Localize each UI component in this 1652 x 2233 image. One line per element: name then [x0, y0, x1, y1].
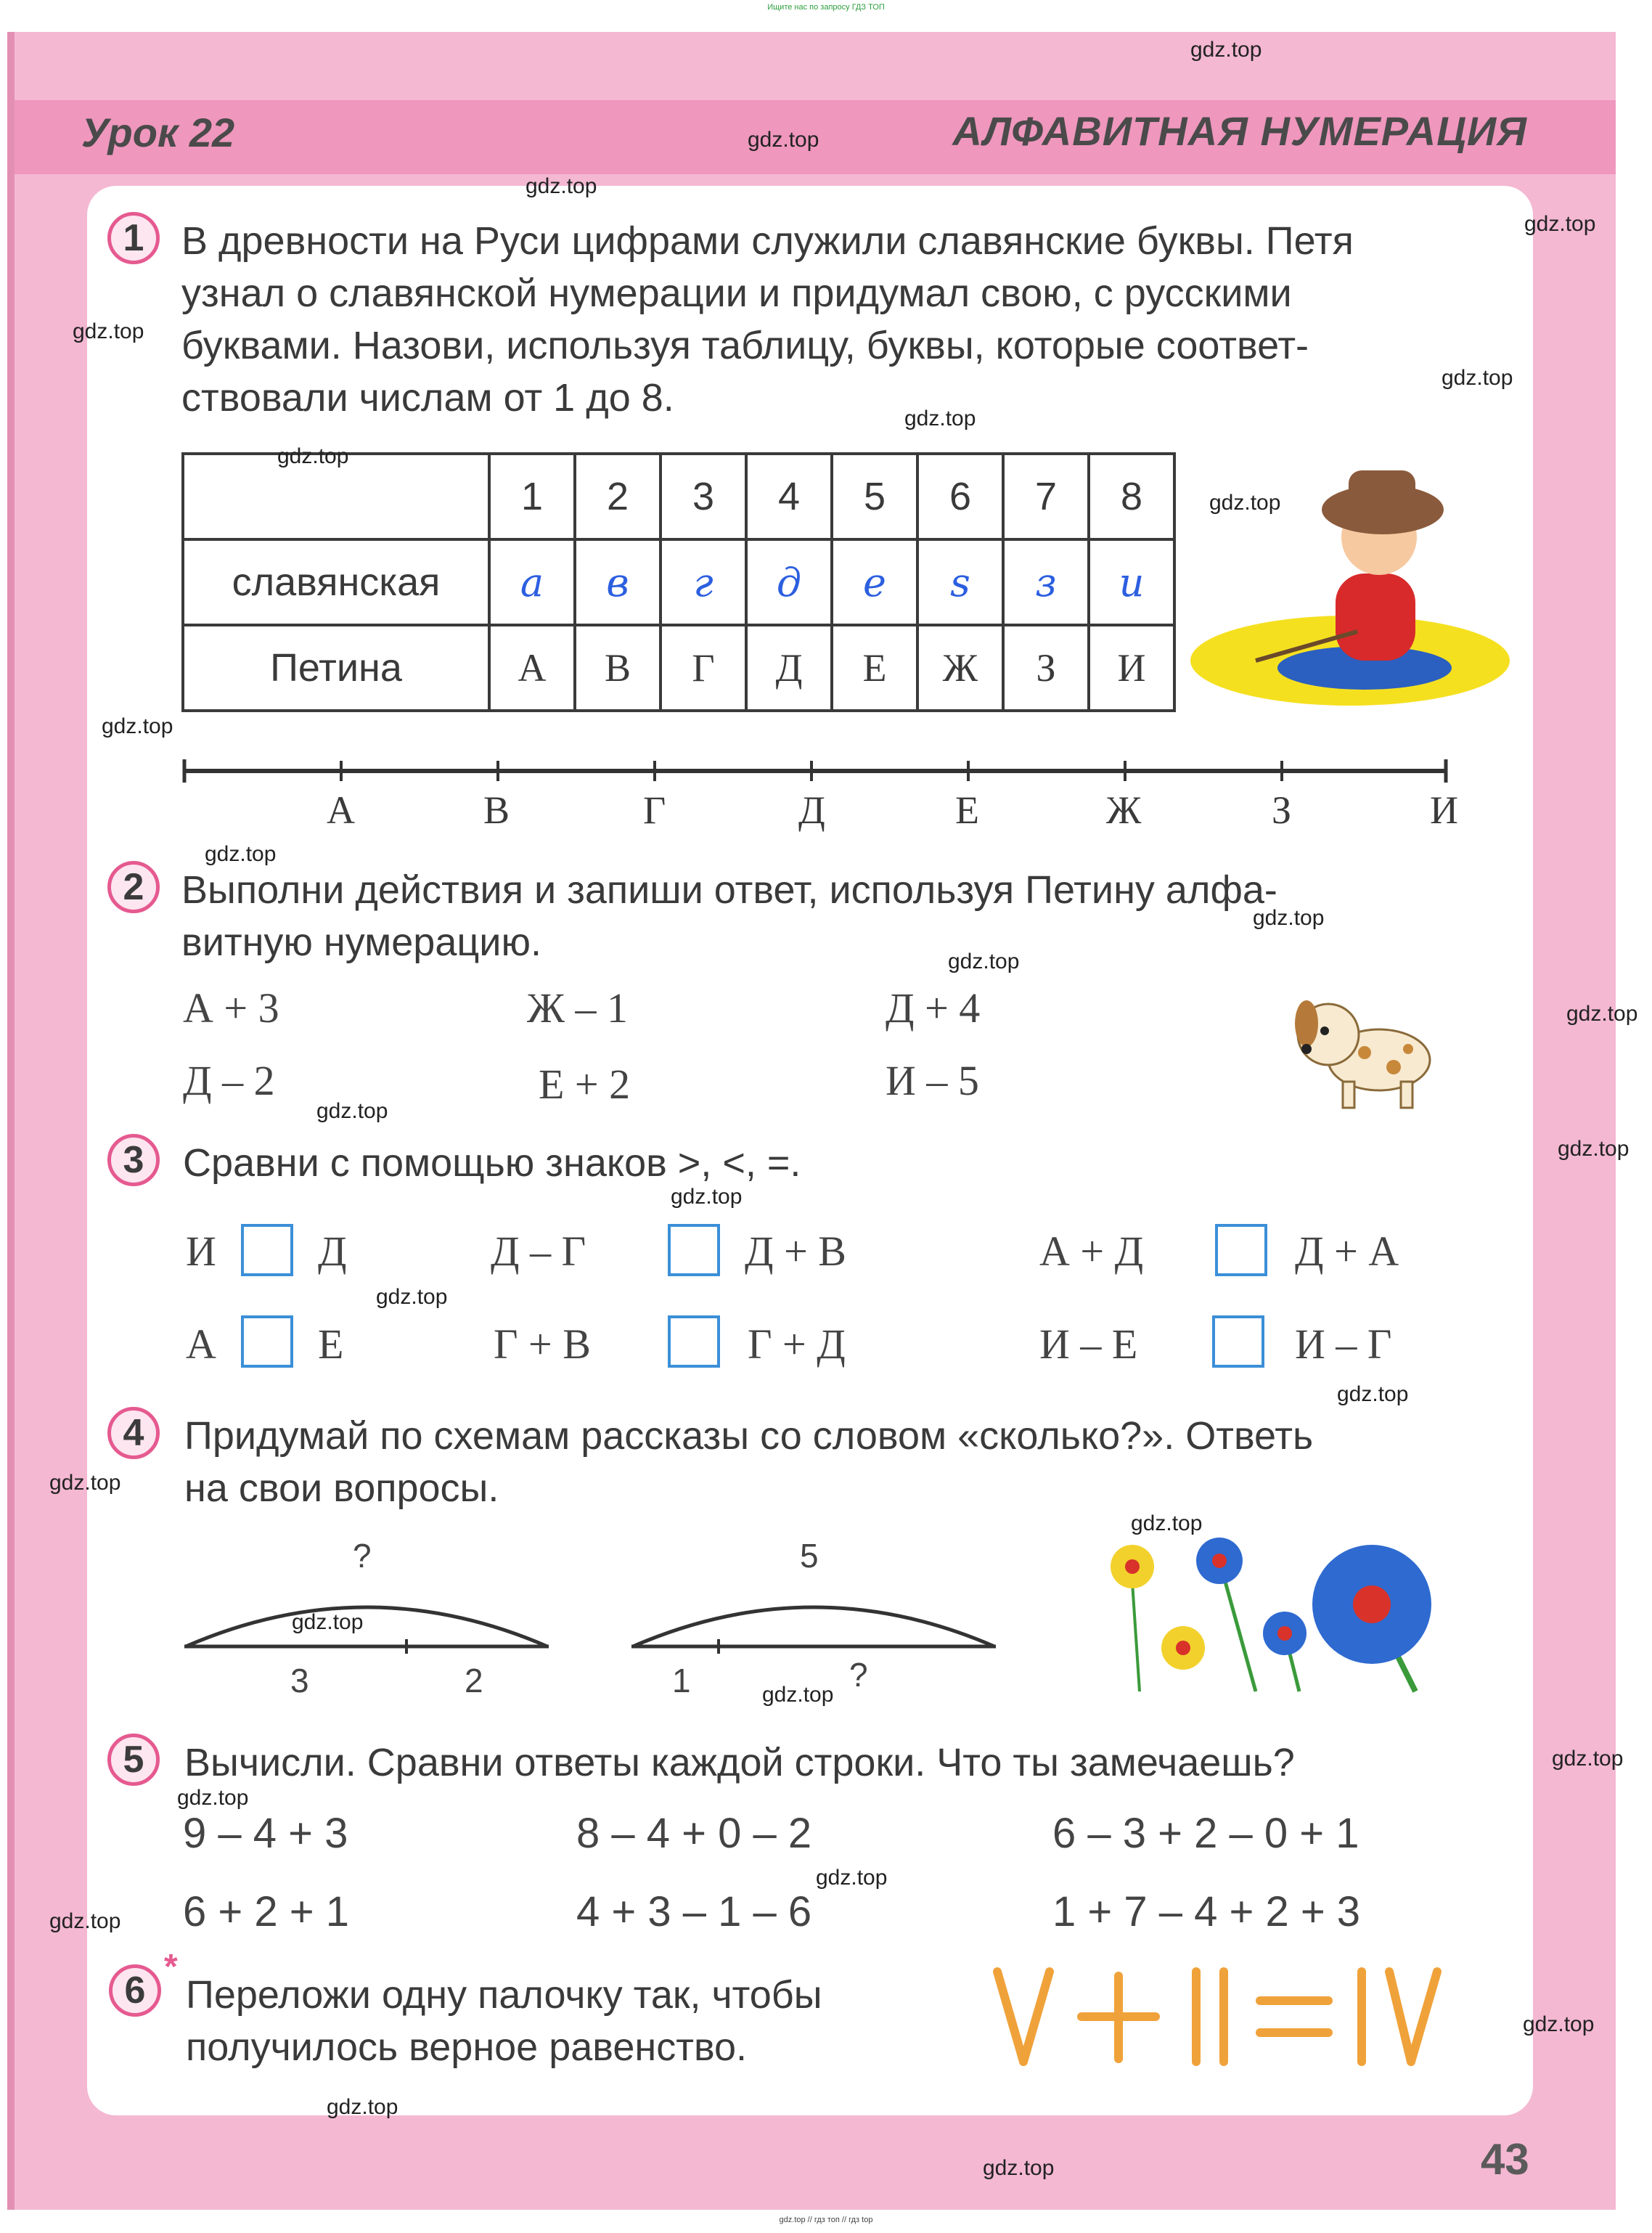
compare-right: Д	[318, 1228, 347, 1275]
task2-expression: Ж – 1	[527, 984, 628, 1032]
petya-letter: В	[575, 625, 661, 711]
slavic-letter: а	[489, 539, 575, 625]
watermark: gdz.top	[73, 319, 144, 343]
compare-left: И – Е	[1039, 1320, 1138, 1368]
slavic-letter: г	[661, 539, 746, 625]
slavic-letter: ѕ	[917, 539, 1003, 625]
compare-right: Д + В	[745, 1228, 846, 1275]
scheme1-part: 2	[465, 1662, 483, 1699]
watermark: gdz.top	[1190, 38, 1262, 62]
task2-expression: Д + 4	[886, 984, 981, 1032]
petya-letter: З	[1003, 625, 1089, 711]
task-number-2: 2	[107, 861, 160, 913]
challenge-star: *	[164, 1948, 178, 1986]
matchstick-puzzle	[987, 1960, 1452, 2076]
watermark: gdz.top	[526, 174, 597, 198]
row-label-petya: Петина	[183, 625, 489, 711]
task5-text: Вычисли. Сравни ответы каждой строки. Что ты замечаешь?	[184, 1741, 1295, 1784]
watermark: gdz.top	[762, 1683, 834, 1707]
task-number-1: 1	[107, 212, 160, 264]
task4-line: Придумай по схемам рассказы со словом «сколько?». Ответь	[184, 1414, 1314, 1458]
scheme2-total: 5	[800, 1537, 819, 1575]
watermark: gdz.top	[292, 1610, 364, 1634]
task2-line: Выполни действия и запиши ответ, используя Петину алфа-	[181, 868, 1277, 912]
compare-right: Д + А	[1295, 1228, 1399, 1275]
watermark: gdz.top	[1131, 1511, 1203, 1535]
compare-left: А	[186, 1320, 216, 1368]
compare-box[interactable]	[668, 1315, 720, 1368]
watermark: gdz.top	[948, 950, 1020, 973]
task1-line: ствовали числам от 1 до 8.	[181, 376, 674, 420]
table-number: 7	[1003, 454, 1089, 539]
slavic-letter: в	[575, 539, 661, 625]
watermark: gdz.top	[1337, 1382, 1409, 1406]
watermark: gdz.top	[1253, 906, 1325, 930]
slavic-letter: е	[832, 539, 917, 625]
table-number: 2	[575, 454, 661, 539]
row-label-slavic: славянская	[183, 539, 489, 625]
task5-expression: 8 – 4 + 0 – 2	[576, 1810, 812, 1857]
watermark: gdz.top	[49, 1909, 121, 1933]
watermark: gdz.top	[1552, 1747, 1624, 1771]
task-number-3: 3	[107, 1134, 160, 1186]
task2-expression: А + 3	[183, 984, 279, 1032]
watermark: gdz.top	[49, 1471, 121, 1495]
compare-left: А + Д	[1039, 1228, 1144, 1275]
watermark: gdz.top	[671, 1185, 743, 1209]
compare-right: И – Г	[1295, 1320, 1392, 1368]
watermark: gdz.top	[1524, 212, 1596, 236]
bottom-note: gdz.top // гдз топ // гдз top	[779, 2216, 873, 2224]
scheme2-part: ?	[849, 1656, 868, 1694]
watermark: gdz.top	[1566, 1002, 1638, 1026]
petya-letter: А	[489, 625, 575, 711]
puppy-illustration	[1285, 980, 1444, 1118]
letter-number-line	[181, 752, 1452, 788]
task1-line: буквами. Назови, используя таблицу, буквы, которые соответ-	[181, 324, 1309, 367]
task-number-4: 4	[107, 1407, 160, 1459]
petya-letter: Ж	[917, 625, 1003, 711]
compare-right: Е	[318, 1320, 344, 1368]
petya-letter: И	[1089, 625, 1174, 711]
watermark: gdz.top	[1442, 366, 1513, 390]
watermark: gdz.top	[177, 1786, 249, 1810]
compare-left: Г + В	[494, 1320, 591, 1368]
task2-expression: И – 5	[886, 1057, 979, 1104]
task4-line: на свои вопросы.	[184, 1466, 499, 1510]
petya-letter: Д	[746, 625, 832, 711]
lesson-title: Урок 22	[81, 110, 235, 155]
task-number-6: 6	[109, 1964, 161, 2017]
watermark: gdz.top	[816, 1866, 888, 1890]
line-letter: А	[327, 788, 355, 832]
line-letter: Г	[643, 788, 666, 832]
table-number: 8	[1089, 454, 1174, 539]
compare-box[interactable]	[1212, 1315, 1264, 1368]
task5-expression: 4 + 3 – 1 – 6	[576, 1888, 812, 1935]
compare-box[interactable]	[241, 1224, 293, 1276]
scheme-1	[181, 1575, 552, 1655]
watermark: gdz.top	[316, 1099, 388, 1123]
compare-box[interactable]	[1215, 1224, 1267, 1276]
watermark: gdz.top	[904, 407, 976, 430]
line-letter: В	[483, 788, 510, 832]
watermark: gdz.top	[1558, 1137, 1629, 1161]
compare-box[interactable]	[241, 1315, 293, 1368]
watermark: gdz.top	[1209, 491, 1281, 515]
scheme1-part: 3	[290, 1662, 309, 1699]
line-letter: Д	[798, 788, 825, 832]
topic-title: АЛФАВИТНАЯ НУМЕРАЦИЯ	[952, 108, 1527, 154]
task4-text	[184, 1410, 1502, 1514]
watermark: gdz.top	[277, 444, 349, 468]
petya-letter: Г	[661, 625, 746, 711]
task6-line: Переложи одну палочку так, чтобы	[186, 1973, 822, 2017]
compare-box[interactable]	[668, 1224, 720, 1276]
numeration-table	[181, 452, 1176, 712]
table-number: 1	[489, 454, 575, 539]
scheme2-part: 1	[672, 1662, 691, 1699]
slavic-letter: и	[1089, 539, 1174, 625]
task5-expression: 6 + 2 + 1	[183, 1888, 349, 1935]
task5-expression: 1 + 7 – 4 + 2 + 3	[1052, 1888, 1361, 1935]
table-number: 5	[832, 454, 917, 539]
table-number: 3	[661, 454, 746, 539]
task2-line: витную нумерацию.	[181, 920, 541, 964]
task6-text	[186, 1969, 984, 2073]
task1-line: узнал о славянской нумерации и придумал свою, с русскими	[181, 272, 1292, 315]
task5-expression: 9 – 4 + 3	[183, 1810, 348, 1857]
watermark: gdz.top	[376, 1285, 448, 1309]
page-number: 43	[1481, 2135, 1529, 2184]
flowers-illustration	[1096, 1524, 1437, 1699]
slavic-letter: д	[746, 539, 832, 625]
task-number-5: 5	[107, 1734, 160, 1786]
watermark: gdz.top	[748, 128, 819, 152]
compare-left: И	[186, 1228, 216, 1275]
task2-expression: Е + 2	[539, 1061, 631, 1108]
slavic-letter: з	[1003, 539, 1089, 625]
table-number: 4	[746, 454, 832, 539]
task5-expression: 6 – 3 + 2 – 0 + 1	[1052, 1810, 1359, 1857]
watermark: gdz.top	[1523, 2012, 1595, 2036]
scheme-2	[629, 1575, 999, 1655]
compare-left: Д – Г	[491, 1228, 586, 1275]
petya-letter: Е	[832, 625, 917, 711]
boy-illustration	[1183, 450, 1517, 711]
scheme1-total: ?	[353, 1537, 372, 1575]
watermark: gdz.top	[102, 714, 173, 738]
task1-text	[181, 215, 1502, 424]
task6-line: получилось верное равенство.	[186, 2025, 748, 2069]
watermark: gdz.top	[327, 2095, 398, 2119]
task3-text: Сравни с помощью знаков >, <, =.	[183, 1141, 801, 1185]
line-letter: Е	[955, 788, 979, 832]
task1-line: В древности на Руси цифрами служили славянские буквы. Петя	[181, 219, 1354, 263]
line-letter: Ж	[1106, 788, 1142, 832]
line-letter: З	[1272, 788, 1292, 832]
task2-expression: Д – 2	[183, 1057, 275, 1104]
top-note: Ищите нас по запросу ГДЗ ТОП	[767, 3, 885, 12]
table-number: 6	[917, 454, 1003, 539]
compare-right: Г + Д	[748, 1320, 846, 1368]
watermark: gdz.top	[983, 2156, 1055, 2180]
watermark: gdz.top	[205, 842, 277, 866]
line-letter: И	[1430, 788, 1458, 832]
